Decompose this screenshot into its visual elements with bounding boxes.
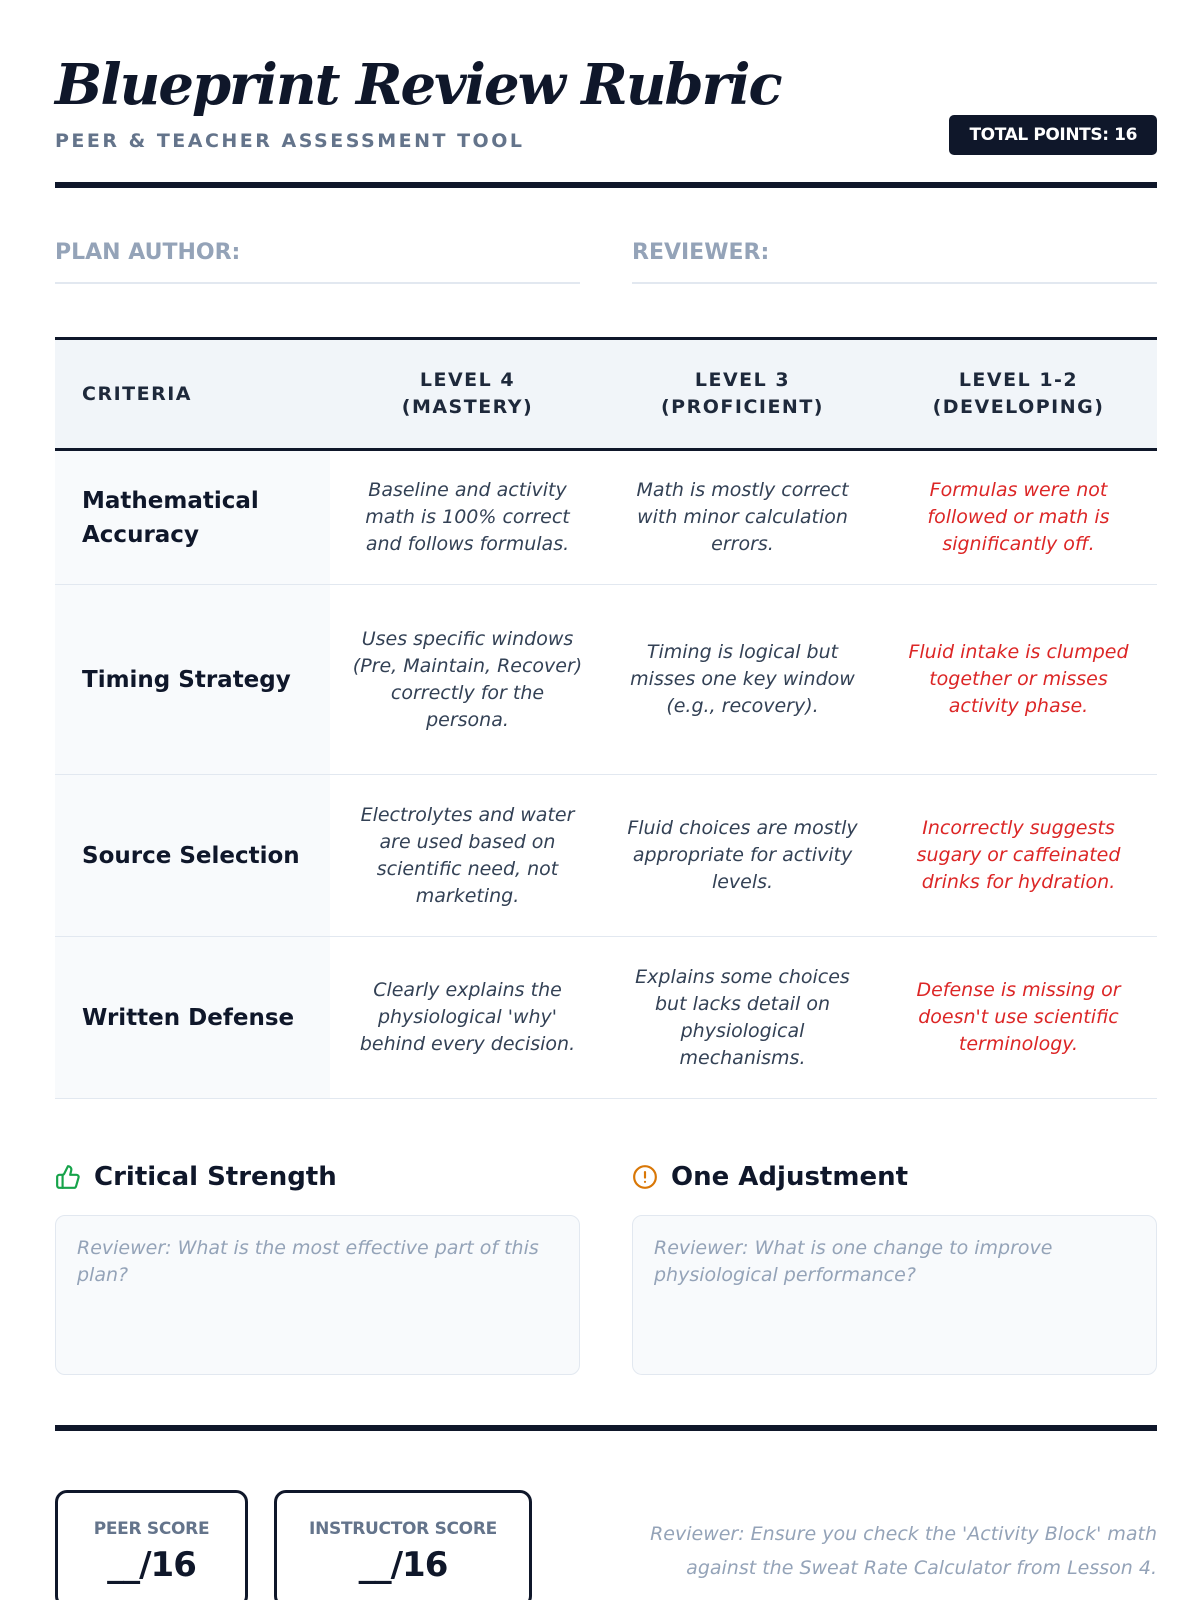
table-row [55, 775, 1157, 937]
level-3-cell: Explains some choices but lacks detail on physiological mechanisms. [635, 965, 850, 1069]
one-adjustment-placeholder: Reviewer: What is one change to improve physiological performance? [654, 1237, 1053, 1286]
table-row [55, 585, 1157, 775]
plan-author-label: PLAN AUTHOR: [55, 240, 241, 265]
page-title: Blueprint Review Rubric [55, 52, 781, 118]
criteria-cell: Source Selection [55, 775, 330, 936]
header-divider [55, 182, 1157, 188]
level-3-cell: Math is mostly correct with minor calculation errors. [636, 479, 849, 555]
total-points-badge: TOTAL POINTS: 16 [949, 115, 1157, 155]
footer-divider [55, 1425, 1157, 1431]
level-1-2-header: LEVEL 1-2 (DEVELOPING) [932, 369, 1105, 418]
reviewer-label: REVIEWER: [632, 240, 770, 265]
level-1-2-cell: Incorrectly suggests sugary or caffeinated drinks for hydration. [916, 817, 1121, 893]
reviewer-field[interactable] [632, 240, 1157, 284]
instructor-score-value: __/16 [358, 1545, 448, 1585]
criteria-cell: Timing Strategy [55, 585, 330, 774]
one-adjustment-heading [632, 1162, 908, 1192]
rubric-page [55, 0, 1157, 1600]
page-subtitle: PEER & TEACHER ASSESSMENT TOOL [55, 130, 525, 152]
level-4-header: LEVEL 4 (MASTERY) [401, 369, 534, 418]
peer-score-value: __/16 [107, 1545, 196, 1585]
peer-score-label: PEER SCORE [93, 1519, 210, 1539]
level-4-cell: Baseline and activity math is 100% correct and follows formulas. [365, 479, 570, 555]
level-3-cell: Timing is logical but misses one key window (e.g., recovery). [630, 641, 855, 717]
criteria-header: CRITERIA [82, 382, 192, 405]
level-3-cell: Fluid choices are mostly appropriate for activity levels. [627, 817, 858, 893]
critical-strength-heading [55, 1162, 337, 1192]
one-adjustment-textarea[interactable] [632, 1215, 1157, 1375]
instructor-score-label: INSTRUCTOR SCORE [309, 1519, 497, 1539]
level-3-header: LEVEL 3 (PROFICIENT) [661, 369, 824, 418]
table-row [55, 451, 1157, 585]
level-4-cell: Electrolytes and water are used based on scientific need, not marketing. [360, 803, 575, 907]
level-1-2-cell: Fluid intake is clumped together or misses activity phase. [908, 641, 1129, 717]
alert-circle-icon [632, 1164, 658, 1190]
criteria-cell: Mathematical Accuracy [55, 451, 330, 584]
level-1-2-cell: Defense is missing or doesn't use scientific terminology. [916, 979, 1121, 1055]
plan-author-field[interactable] [55, 240, 580, 284]
rubric-header-row [55, 340, 1157, 451]
table-row [55, 937, 1157, 1099]
level-1-2-cell: Formulas were not followed or math is significantly off. [927, 479, 1110, 555]
level-4-cell: Clearly explains the physiological 'why' behind every decision. [359, 979, 576, 1055]
reviewer-note: Reviewer: Ensure you check the 'Activity Block' math against the Sweat Rate Calculator from Lesson 4. [650, 1523, 1157, 1579]
one-adjustment-title: One Adjustment [671, 1162, 909, 1192]
instructor-score-box[interactable] [274, 1490, 532, 1600]
critical-strength-title: Critical Strength [94, 1162, 337, 1192]
criteria-cell: Written Defense [55, 937, 330, 1098]
critical-strength-textarea[interactable] [55, 1215, 580, 1375]
rubric-table [55, 337, 1157, 1099]
peer-score-box[interactable] [55, 1490, 248, 1600]
level-4-cell: Uses specific windows (Pre, Maintain, Recover) correctly for the persona. [352, 627, 583, 731]
critical-strength-placeholder: Reviewer: What is the most effective part of this plan? [77, 1237, 539, 1286]
thumbs-up-icon [55, 1164, 81, 1190]
